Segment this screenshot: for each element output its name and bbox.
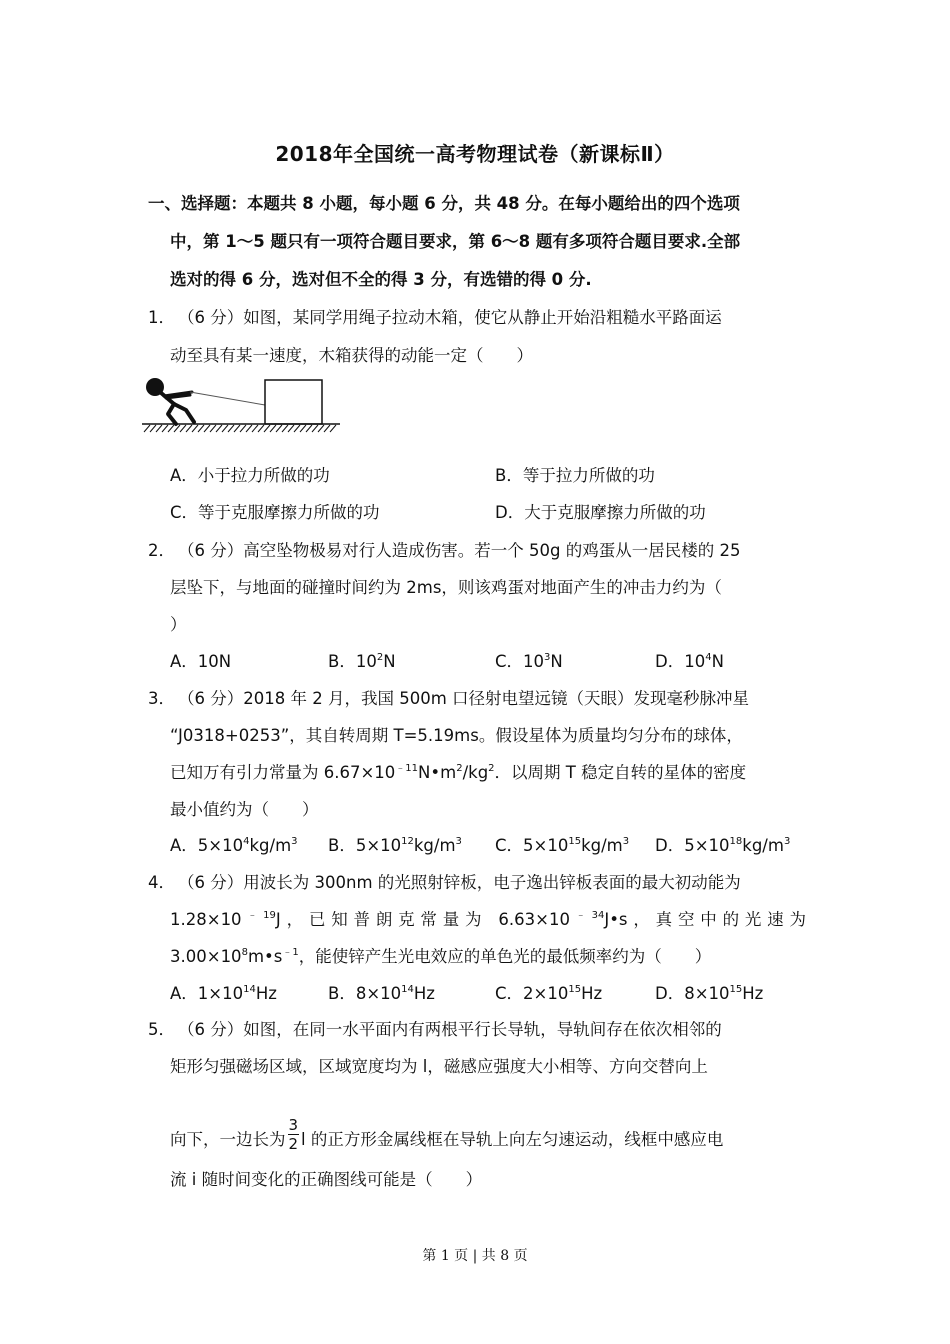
question-3-option-d: D．$5\times 10^{18}kg/m^3$ <box>655 836 791 855</box>
page-footer: 第 1 页 | 共 8 页 <box>422 1248 528 1264</box>
ground-hatching <box>144 425 336 432</box>
question-5-line-2: 矩形匀强磁场区域，区域宽度均为 l，磁感应强度大小相等、方向交替向上 <box>170 1057 708 1076</box>
question-2-number: 2． <box>148 541 175 560</box>
question-3-line-4: 最小值约为（ ） <box>170 800 319 819</box>
question-1-option-a: A．小于拉力所做的功 <box>170 466 330 485</box>
question-4-line-3: $3.00\times 10^8m•s^{﹣1}$，能使锌产生光电效应的单色光的最低频率约为（ ） <box>170 947 712 966</box>
question-2-line-3: ） <box>170 615 187 634</box>
question-4-option-c: C．$2\times 10^{15}Hz$ <box>495 984 603 1003</box>
question-3-number: 3． <box>148 689 175 708</box>
section-header-line-2: 中，第 1～5 题只有一项符合题目要求，第 6～8 题有多项符合题目要求.全部 <box>170 232 741 251</box>
question-3-option-b: B．$5\times 10^{12}kg/m^3$ <box>328 836 462 855</box>
question-5-number: 5． <box>148 1020 175 1039</box>
question-3-option-c: C．$5\times 10^{15}kg/m^3$ <box>495 836 630 855</box>
question-5-line-4: 流 i 随时间变化的正确图线可能是（ ） <box>170 1170 483 1189</box>
wooden-box <box>265 380 322 424</box>
question-2-line-2: 层坠下，与地面的碰撞时间约为 2ms，则该鸡蛋对地面产生的冲击力约为（ <box>170 578 722 597</box>
question-4-option-b: B．$8\times 10^{14}Hz$ <box>328 984 435 1003</box>
question-1-option-c: C．等于克服摩擦力所做的功 <box>170 503 380 522</box>
question-1-option-d: D．大于克服摩擦力所做的功 <box>495 503 706 522</box>
question-4-number: 4． <box>148 873 175 892</box>
question-5-line-3: 向下，一边长为 $\frac{3}{2}$ l 的正方形金属线框在导轨上向左匀速运动，线框中感应电 <box>170 1116 724 1153</box>
question-5-line-1: （6 分）如图，在同一水平面内有两根平行长导轨，导轨间存在依次相邻的 <box>178 1020 722 1039</box>
question-3-line-1: （6 分）2018 年 2 月，我国 500m 口径射电望远镜（天眼）发现毫秒脉冲星 <box>178 689 750 708</box>
question-4-option-a: A．$1\times 10^{14}Hz$ <box>170 984 277 1003</box>
question-4-line-1: （6 分）用波长为 300nm 的光照射锌板，电子逸出锌板表面的最大初动能为 <box>178 873 741 892</box>
question-3-option-a: A．$5\times 10^4kg/m^3$ <box>170 836 298 855</box>
question-4-option-d: D．$8\times 10^{15}Hz$ <box>655 984 764 1003</box>
page-title: 2018年全国统一高考物理试卷（新课标Ⅱ） <box>275 142 675 166</box>
question-1-line-1: （6 分）如图，某同学用绳子拉动木箱，使它从静止开始沿粗糙水平路面运 <box>178 308 722 327</box>
section-header-line-3: 选对的得 6 分，选对但不全的得 3 分，有选错的得 0 分. <box>170 270 592 289</box>
question-3-line-3: 已知万有引力常量为 $6.67\times 10^{﹣11}N•m^2/kg^2$．以周期 T 稳定自转的星体的密度 <box>170 763 747 782</box>
question-1-number: 1． <box>148 308 175 327</box>
question-1-option-b: B．等于拉力所做的功 <box>495 466 655 485</box>
person-leg <box>174 404 194 422</box>
question-2-option-d: D．$10^4N$ <box>655 652 724 671</box>
question-4-line-2: $1.28\times 10^{﹣19}J$，已知普朗克常量为 $6.63\times 10^{﹣34}J•s$，真空中的光速为 <box>170 910 806 929</box>
rope <box>190 392 265 405</box>
question-3-line-2: “J0318+0253”，其自转周期 T=5.19ms。假设星体为质量均匀分布的球体， <box>170 726 743 745</box>
question-2-line-1: （6 分）高空坠物极易对行人造成伤害。若一个 50g 的鸡蛋从一居民楼的 25 <box>178 541 741 560</box>
person-leg <box>168 404 176 424</box>
question-2-option-c: C．$10^3N$ <box>495 652 563 671</box>
question-1-figure <box>140 370 345 436</box>
question-1-line-2: 动至具有某一速度，木箱获得的动能一定（ ） <box>170 346 533 365</box>
question-2-option-b: B．$10^2N$ <box>328 652 396 671</box>
section-header-line-1: 一、选择题：本题共 8 小题，每小题 6 分，共 48 分。在每小题给出的四个选项 <box>148 194 740 213</box>
question-2-option-a: A．10N <box>170 652 232 671</box>
fraction-three-halves: $\frac{3}{2}$ <box>288 1116 299 1153</box>
